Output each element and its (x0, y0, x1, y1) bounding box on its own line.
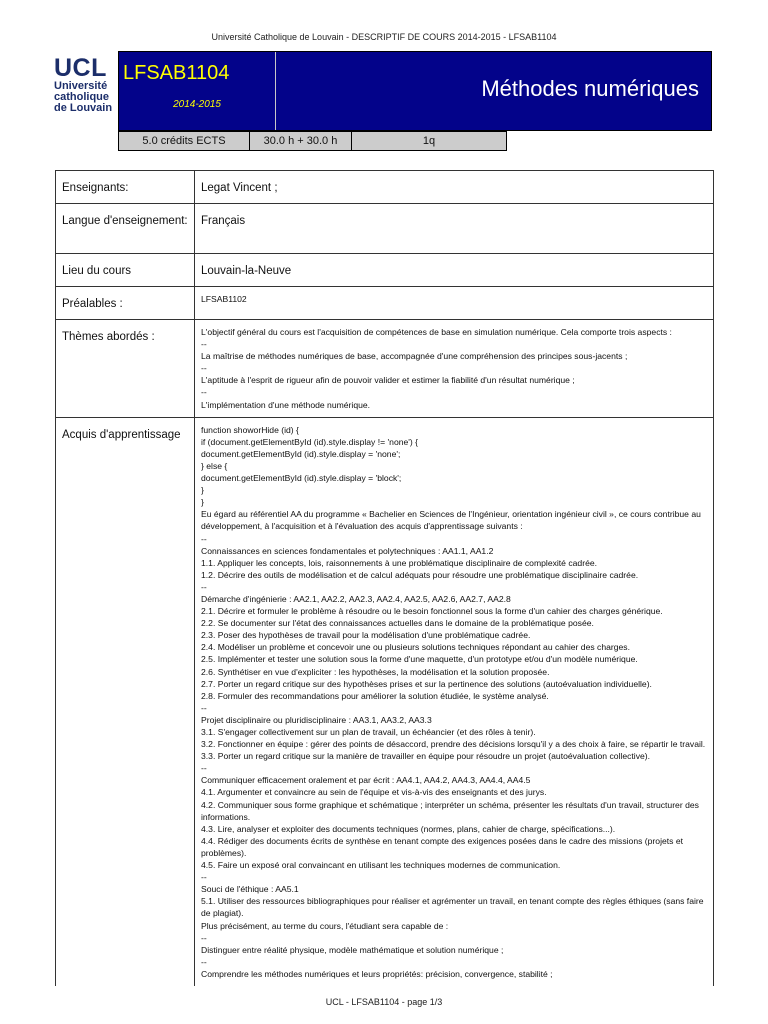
credits-cell: 5.0 crédits ECTS (119, 132, 250, 150)
row-enseignants (56, 171, 714, 204)
hours-cell: 30.0 h + 30.0 h (250, 132, 352, 150)
text-line: 3.2. Fonctionner en équipe : gérer des points de désaccord, prendre des décisions lorsqu'il y a des choix à faire, se répartir le travail. (201, 739, 706, 750)
value-lieu: Louvain-la-Neuve (195, 254, 714, 287)
text-line: -- (201, 387, 207, 398)
text-line: L'implémentation d'une méthode numérique. (201, 399, 371, 410)
banner-code-box (119, 52, 276, 130)
text-line: 2.1. Décrire et formuler le problème à résoudre ou le besoin fonctionnel sous la forme d'un cahier des charges générique. (201, 606, 663, 617)
text-line: 1.1. Appliquer les concepts, lois, raisonnements à une problématique disciplinaire de complexité cadrée. (201, 557, 598, 568)
text-line: 2.7. Porter un regard critique sur des hypothèses prises et sur la pertinence des solutions (autoévaluation individuelle). (201, 678, 652, 689)
text-line: Distinguer entre réalité physique, modèle mathématique et solution numérique ; (201, 944, 504, 955)
text-line: 4.4. Rédiger des documents écrits de synthèse en tenant compte des exigences posées dans le cadre des missions (projets et problèmes). (201, 835, 683, 858)
text-line: } (201, 485, 204, 496)
row-prealables (56, 287, 714, 320)
text-line: 2.3. Poser des hypothèses de travail pour la modélisation d'une problématique cadrée. (201, 630, 531, 641)
document-header: Université Catholique de Louvain - DESCRIPTIF DE COURS 2014-2015 - LFSAB1104 (211, 32, 557, 42)
course-details-table (55, 170, 714, 986)
text-line: 4.5. Faire un exposé oral convaincant en utilisant les techniques modernes de communication. (201, 860, 561, 871)
row-acquis (56, 417, 714, 986)
text-line: 1.2. Décrire des outils de modélisation et de calcul adéquats pour résoudre une problématique disciplinaire cadrée. (201, 569, 639, 580)
logo-line-2: catholique (54, 91, 110, 103)
quadrimester-cell: 1q (422, 135, 436, 147)
text-line: -- (201, 339, 207, 350)
text-line: Plus précisément, au terme du cours, l'étudiant sera capable de : (201, 920, 449, 931)
text-line: Souci de l'éthique : AA5.1 (201, 884, 299, 895)
text-line: 4.1. Argumenter et convaincre au sein de l'équipe et vis-à-vis des enseignants et des jurys. (201, 787, 547, 798)
page-footer: UCL - LFSAB1104 - page 1/3 (325, 997, 443, 1007)
value-langue: Français (195, 204, 714, 254)
row-lieu (56, 254, 714, 287)
text-line: document.getElementById (id).style.display = 'block'; (201, 473, 402, 484)
text-line: 2.5. Implémenter et tester une solution sous la forme d'une maquette, d'un prototype et/ou d'un modèle numérique. (201, 654, 638, 665)
logo-line-3: de Louvain (54, 102, 113, 114)
text-line: } else { (201, 460, 228, 471)
text-line: Eu égard au référentiel AA du programme « Bachelier en Sciences de l'Ingénieur, orientation ingénieur civil », ce cours contribue au développement, à l'acquisition et à l'évaluation des acquis d'apprentissage suivants : (201, 509, 701, 532)
text-line: -- (201, 702, 207, 713)
logo-line-1: Université (54, 80, 108, 92)
row-langue (56, 204, 714, 254)
text-line: Communiquer efficacement oralement et par écrit : AA4.1, AA4.2, AA4.3, AA4.4, AA4.5 (201, 775, 531, 786)
ucl-logo (54, 55, 116, 114)
text-line: document.getElementById (id).style.display = 'none'; (201, 448, 401, 459)
text-line: } (201, 497, 204, 508)
text-line: 3.3. Porter un regard critique sur la manière de travailler en équipe pour résoudre un projet (autoévaluation collective). (201, 751, 651, 762)
label-acquis: Acquis d'apprentissage (56, 417, 195, 986)
text-line: Comprendre les méthodes numériques et leurs propriétés: précision, convergence, stabilité ; (201, 968, 553, 979)
text-line: -- (201, 581, 207, 592)
value-enseignants: Legat Vincent ; (195, 171, 714, 204)
academic-year: 2014-2015 (173, 99, 221, 110)
text-line: Démarche d'ingénierie : AA2.1, AA2.2, AA2.3, AA2.4, AA2.5, AA2.6, AA2.7, AA2.8 (201, 593, 511, 604)
text-line: 2.8. Formuler des recommandations pour améliorer la solution étudiée, le système analysé. (201, 690, 549, 701)
label-prealables: Préalables : (56, 287, 195, 320)
text-line: Projet disciplinaire ou pluridisciplinaire : AA3.1, AA3.2, AA3.3 (201, 714, 432, 725)
text-line: -- (201, 932, 207, 943)
course-code: LFSAB1104 (123, 62, 230, 84)
label-lieu: Lieu du cours (56, 254, 195, 287)
text-line: if (document.getElementById (id).style.display != 'none') { (201, 436, 419, 447)
text-line: function showorHide (id) { (201, 424, 299, 435)
text-line: 2.6. Synthétiser en vue d'expliciter : les hypothèses, la modélisation et la solution proposée. (201, 666, 550, 677)
text-line: 2.2. Se documenter sur l'état des connaissances actuelles dans le domaine de la problématique posée. (201, 618, 594, 629)
text-line: Connaissances en sciences fondamentales et polytechniques : AA1.1, AA1.2 (201, 545, 494, 556)
row-themes (56, 320, 714, 418)
course-info-row (118, 131, 507, 151)
label-enseignants: Enseignants: (56, 171, 195, 204)
text-line: 5.1. Utiliser des ressources bibliographiques pour réaliser et agrémenter un travail, en tenant compte des règles éthiques (sans faire de plagiat). (201, 896, 704, 919)
text-line: -- (201, 872, 207, 883)
text-line: -- (201, 363, 207, 374)
value-prealables: LFSAB1102 (195, 287, 714, 320)
text-line: 2.4. Modéliser un problème et concevoir une ou plusieurs solutions techniques répondant au cahier des charges. (201, 642, 630, 653)
label-themes: Thèmes abordés : (56, 320, 195, 418)
value-themes (195, 320, 714, 418)
text-line: La maîtrise de méthodes numériques de base, accompagnée d'une compréhension des principes sous-jacents ; (201, 351, 628, 362)
label-langue: Langue d'enseignement: (56, 204, 195, 254)
logo-acronym: UCL (54, 54, 107, 82)
value-acquis (195, 417, 714, 986)
course-banner (118, 51, 712, 131)
text-line: -- (201, 956, 207, 967)
text-line: -- (201, 763, 207, 774)
course-title: Méthodes numériques (481, 76, 699, 101)
text-line: 4.3. Lire, analyser et exploiter des documents techniques (normes, plans, cahier de charge, spécifications...). (201, 823, 616, 834)
text-line: -- (201, 533, 207, 544)
text-line: L'objectif général du cours est l'acquisition de compétences de base en simulation numérique. Cela comporte trois aspects : (201, 327, 672, 337)
text-line: 4.2. Communiquer sous forme graphique et schématique ; interpréter un schéma, présenter les résultats d'un travail, structurer des informations. (201, 799, 699, 822)
text-line: 3.1. S'engager collectivement sur un plan de travail, un échéancier (et des rôles à tenir). (201, 727, 536, 737)
text-line: L'aptitude à l'esprit de rigueur afin de pouvoir valider et estimer la fiabilité d'un résultat numérique ; (201, 375, 575, 386)
